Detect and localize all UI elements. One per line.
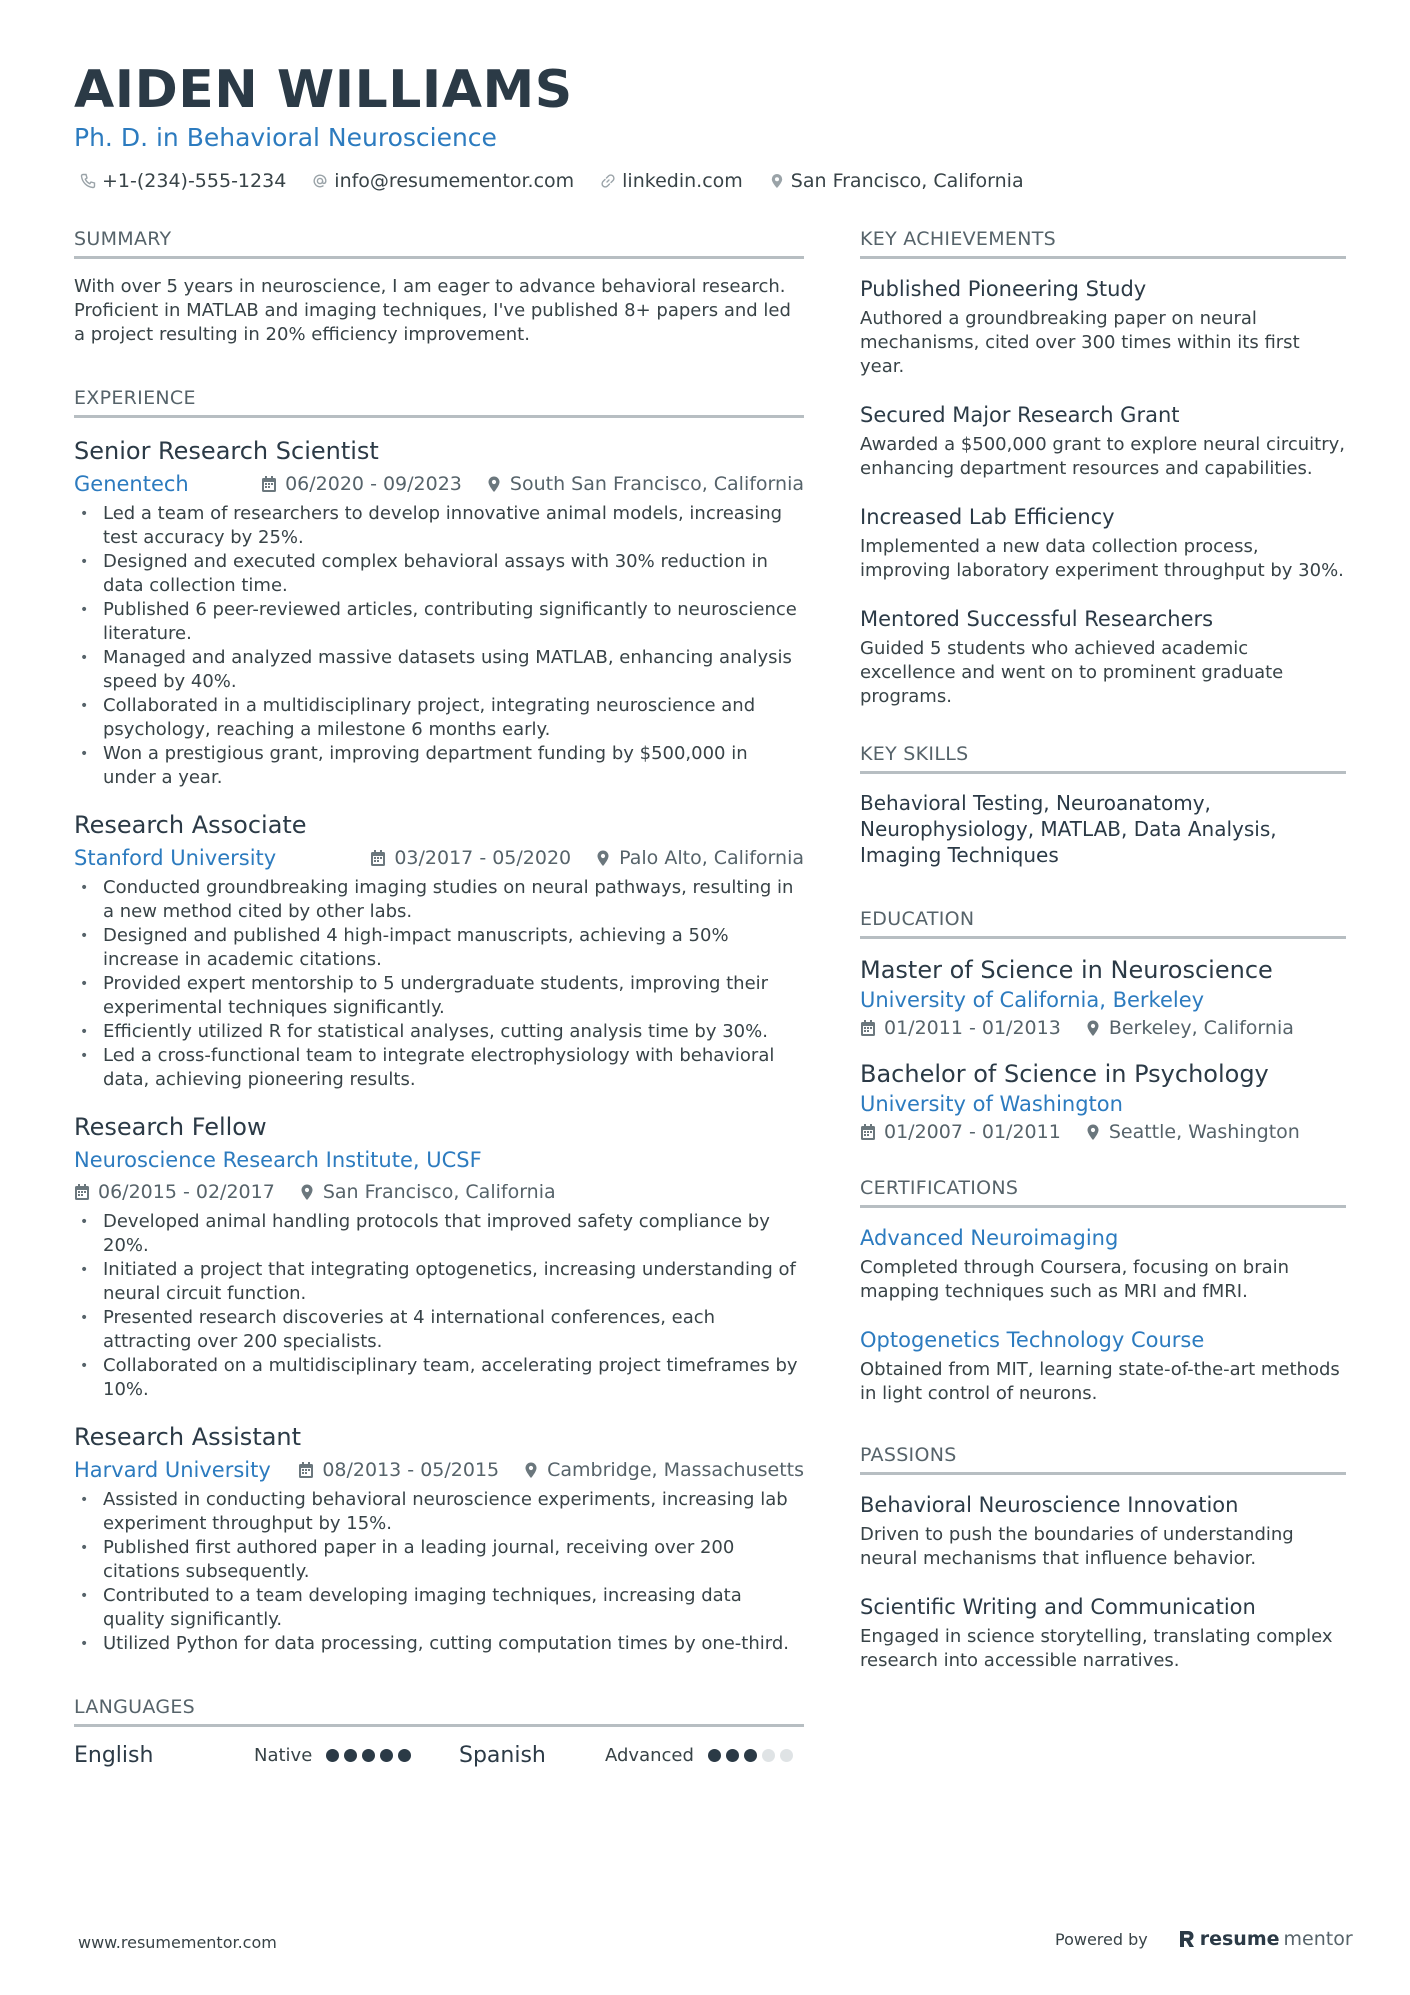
rating-dot-filled <box>708 1749 721 1762</box>
bullet-item: • Presented research discoveries at 4 international conferences, each attracting over 200 specialists. <box>74 1306 804 1354</box>
rating-dot-filled <box>344 1749 357 1762</box>
job-dates-text: 08/2013 - 05/2015 <box>322 1459 500 1481</box>
location-pin-icon <box>1085 1019 1101 1037</box>
language-name: English <box>74 1743 154 1768</box>
phone-icon <box>80 173 96 189</box>
job-title: Research Fellow <box>74 1113 267 1141</box>
job-entry <box>74 810 804 1092</box>
bullet-item: • Designed and executed complex behavioral assays with 30% reduction in data collection time. <box>74 550 804 598</box>
calendar-icon <box>860 1019 876 1037</box>
achievement-desc: Awarded a $500,000 grant to explore neural circuitry, enhancing department resources and capabilities. <box>860 434 1345 479</box>
powered-by-label: Powered by <box>1055 1929 1148 1949</box>
achievements-heading: KEY ACHIEVEMENTS <box>860 228 1346 259</box>
languages-heading: LANGUAGES <box>74 1696 804 1727</box>
passions-section <box>860 1444 1346 1673</box>
education-heading: EDUCATION <box>860 908 1346 939</box>
education-location <box>1085 1017 1294 1039</box>
job-title: Research Associate <box>74 811 307 839</box>
job-dates-text: 06/2015 - 02/2017 <box>98 1181 275 1203</box>
job-company: Harvard University <box>74 1458 271 1482</box>
achievement-item <box>860 503 1346 583</box>
language-rating <box>708 1749 793 1762</box>
achievement-desc: Implemented a new data collection process, improving laboratory experiment throughput by 30%. <box>860 536 1344 581</box>
email-text: info@resumementor.com <box>334 170 575 192</box>
skills-text: Behavioral Testing, Neuroanatomy, Neurophysiology, MATLAB, Data Analysis, Imaging Techniques <box>860 791 1277 867</box>
bullet-item: • Collaborated on a multidisciplinary team, accelerating project timeframes by 10%. <box>74 1354 804 1402</box>
education-item <box>860 1059 1346 1143</box>
summary-heading: SUMMARY <box>74 228 804 259</box>
calendar-icon <box>860 1123 876 1141</box>
bullet-item: • Utilized Python for data processing, cutting computation times by one-third. <box>74 1632 804 1656</box>
location-pin-icon <box>769 173 785 189</box>
job-bullets <box>74 876 804 1092</box>
job-entry <box>74 436 804 790</box>
job-bullets <box>74 1210 804 1402</box>
job-location <box>523 1456 804 1484</box>
job-title: Senior Research Scientist <box>74 437 379 465</box>
achievement-item <box>860 605 1346 709</box>
rating-dot-filled <box>326 1749 339 1762</box>
bullet-item: • Developed animal handling protocols that improved safety compliance by 20%. <box>74 1210 804 1258</box>
passion-item <box>860 1593 1346 1673</box>
bullet-item: • Contributed to a team developing imaging techniques, increasing data quality significantly. <box>74 1584 804 1632</box>
rating-dot-empty <box>762 1749 775 1762</box>
certification-desc: Obtained from MIT, learning state-of-the-art methods in light control of neurons. <box>860 1359 1340 1404</box>
bullet-item: • Conducted groundbreaking imaging studies on neural pathways, resulting in a new method cited by other labs. <box>74 876 804 924</box>
skills-section <box>860 743 1346 868</box>
contact-email[interactable] <box>312 170 574 192</box>
experience-section <box>74 387 804 1656</box>
bullet-item: • Provided expert mentorship to 5 undergraduate students, improving their experimental techniques significantly. <box>74 972 804 1020</box>
at-icon <box>312 173 328 189</box>
contact-linkedin[interactable] <box>600 170 743 192</box>
passion-title: Behavioral Neuroscience Innovation <box>860 1493 1239 1517</box>
achievement-desc: Authored a groundbreaking paper on neural mechanisms, cited over 300 times within its first year. <box>860 308 1300 377</box>
location-pin-icon <box>523 1461 539 1479</box>
education-meta <box>860 1017 1346 1039</box>
language-name: Spanish <box>459 1743 546 1768</box>
education-dates-text: 01/2007 - 01/2011 <box>884 1121 1061 1143</box>
passion-desc: Driven to push the boundaries of understanding neural mechanisms that influence behavior. <box>860 1524 1294 1569</box>
language-rating <box>326 1749 411 1762</box>
left-column <box>74 228 804 1768</box>
job-meta-group <box>298 1456 804 1484</box>
certification-desc: Completed through Coursera, focusing on brain mapping techniques such as MRI and fMRI. <box>860 1257 1290 1302</box>
job-location-text: Cambridge, Massachusetts <box>547 1459 804 1481</box>
rating-dot-filled <box>726 1749 739 1762</box>
job-entry <box>74 1422 804 1656</box>
education-degree: Bachelor of Science in Psychology <box>860 1060 1269 1088</box>
rating-dot-empty <box>780 1749 793 1762</box>
job-company: Neuroscience Research Institute, UCSF <box>74 1148 482 1172</box>
calendar-icon <box>261 475 277 493</box>
job-title: Research Assistant <box>74 1423 302 1451</box>
right-column <box>860 228 1346 1695</box>
achievement-title: Secured Major Research Grant <box>860 403 1180 427</box>
passion-desc: Engaged in science storytelling, translating complex research into accessible narratives. <box>860 1626 1333 1671</box>
summary-text: With over 5 years in neuroscience, I am eager to advance behavioral research. Proficient in MATLAB and imaging techniques, I've published 8+ papers and led a project resulting in 20% efficiency improvement. <box>74 276 791 345</box>
linkedin-text: linkedin.com <box>622 170 743 192</box>
brand-bold: resume <box>1199 1928 1280 1950</box>
calendar-icon <box>298 1461 314 1479</box>
bullet-item: • Efficiently utilized R for statistical analyses, cutting analysis time by 30%. <box>74 1020 804 1044</box>
education-dates <box>860 1121 1061 1143</box>
bullet-item: • Initiated a project that integrating optogenetics, increasing understanding of neural circuit function. <box>74 1258 804 1306</box>
job-location <box>595 844 804 872</box>
job-location-text: San Francisco, California <box>322 1181 556 1203</box>
job-meta <box>74 1146 804 1206</box>
certification-name: Advanced Neuroimaging <box>860 1226 1119 1250</box>
rating-dot-filled <box>744 1749 757 1762</box>
calendar-icon <box>370 849 386 867</box>
job-entry <box>74 1112 804 1402</box>
bullet-item: • Led a cross-functional team to integrate electrophysiology with behavioral data, achieving pioneering results. <box>74 1044 804 1092</box>
job-dates <box>298 1456 499 1484</box>
summary-section <box>74 228 804 347</box>
achievement-title: Mentored Successful Researchers <box>860 607 1214 631</box>
job-meta <box>74 844 804 872</box>
education-dates-text: 01/2011 - 01/2013 <box>884 1017 1061 1039</box>
job-meta-group <box>261 470 804 498</box>
education-location <box>1085 1121 1300 1143</box>
bullet-item: • Led a team of researchers to develop innovative animal models, increasing test accuracy by 25%. <box>74 502 804 550</box>
job-location-text: South San Francisco, California <box>509 473 804 495</box>
job-meta-group <box>74 1178 804 1206</box>
resumementor-logo-icon <box>1178 1929 1196 1949</box>
job-location <box>299 1178 556 1206</box>
job-location-text: Palo Alto, California <box>619 847 804 869</box>
education-item <box>860 955 1346 1039</box>
job-bullets <box>74 1488 804 1656</box>
rating-dot-filled <box>380 1749 393 1762</box>
link-icon <box>600 173 616 189</box>
education-school: University of Washington <box>860 1092 1123 1116</box>
bullet-item: • Managed and analyzed massive datasets using MATLAB, enhancing analysis speed by 40%. <box>74 646 804 694</box>
contact-phone[interactable] <box>80 170 286 192</box>
bullet-item: • Published first authored paper in a leading journal, receiving over 200 citations subsequently. <box>74 1536 804 1584</box>
job-company: Stanford University <box>74 846 277 870</box>
bullet-item: • Won a prestigious grant, improving department funding by $500,000 in under a year. <box>74 742 804 790</box>
achievement-title: Published Pioneering Study <box>860 277 1147 301</box>
achievement-title: Increased Lab Efficiency <box>860 505 1115 529</box>
location-text: San Francisco, California <box>790 170 1024 192</box>
certification-item <box>860 1224 1346 1304</box>
job-bullets <box>74 502 804 790</box>
education-location-text: Berkeley, California <box>1108 1017 1294 1039</box>
bullet-item: • Assisted in conducting behavioral neuroscience experiments, increasing lab experiment throughput by 15%. <box>74 1488 804 1536</box>
achievement-desc: Guided 5 students who achieved academic excellence and went on to prominent graduate programs. <box>860 638 1284 707</box>
job-meta-group <box>370 844 804 872</box>
certification-item <box>860 1326 1346 1406</box>
contact-bar <box>80 170 1024 192</box>
brand-light: mentor <box>1283 1928 1353 1950</box>
education-degree: Master of Science in Neuroscience <box>860 956 1273 984</box>
language-item <box>459 1743 793 1768</box>
location-pin-icon <box>486 475 502 493</box>
job-location <box>486 470 804 498</box>
education-dates <box>860 1017 1061 1039</box>
education-section <box>860 908 1346 1143</box>
certification-name: Optogenetics Technology Course <box>860 1328 1205 1352</box>
job-dates-text: 06/2020 - 09/2023 <box>285 473 462 495</box>
skills-heading: KEY SKILLS <box>860 743 1346 774</box>
experience-heading: EXPERIENCE <box>74 387 804 418</box>
bullet-item: • Designed and published 4 high-impact manuscripts, achieving a 50% increase in academic citations. <box>74 924 804 972</box>
job-meta <box>74 1456 804 1484</box>
phone-text: +1-(234)-555-1234 <box>102 170 287 192</box>
education-school: University of California, Berkeley <box>860 988 1205 1012</box>
brand-logo[interactable] <box>1178 1928 1353 1950</box>
certifications-heading: CERTIFICATIONS <box>860 1177 1346 1208</box>
rating-dot-filled <box>398 1749 411 1762</box>
language-level: Native <box>254 1745 313 1766</box>
bullet-item: • Published 6 peer-reviewed articles, contributing significantly to neuroscience literature. <box>74 598 804 646</box>
location-pin-icon <box>1085 1123 1101 1141</box>
passions-heading: PASSIONS <box>860 1444 1346 1475</box>
footer-brand <box>1055 1928 1353 1950</box>
job-dates-text: 03/2017 - 05/2020 <box>394 847 572 869</box>
passion-title: Scientific Writing and Communication <box>860 1595 1256 1619</box>
location-pin-icon <box>299 1183 315 1201</box>
job-dates <box>370 844 571 872</box>
language-item <box>74 1743 459 1768</box>
job-meta <box>74 470 804 498</box>
calendar-icon <box>74 1183 90 1201</box>
job-company: Genentech <box>74 472 189 496</box>
achievement-item <box>860 401 1346 481</box>
bullet-item: • Collaborated in a multidisciplinary project, integrating neuroscience and psychology, reaching a milestone 6 months early. <box>74 694 804 742</box>
languages-row <box>74 1743 804 1768</box>
achievement-item <box>860 275 1346 379</box>
footer-website[interactable]: www.resumementor.com <box>78 1933 277 1952</box>
education-meta <box>860 1121 1346 1143</box>
certifications-section <box>860 1177 1346 1406</box>
languages-section <box>74 1696 804 1768</box>
job-dates <box>261 470 462 498</box>
job-dates <box>74 1178 275 1206</box>
language-level: Advanced <box>605 1745 694 1766</box>
location-pin-icon <box>595 849 611 867</box>
contact-location <box>769 170 1024 192</box>
education-location-text: Seattle, Washington <box>1108 1121 1300 1143</box>
achievements-section <box>860 228 1346 709</box>
passion-item <box>860 1491 1346 1571</box>
rating-dot-filled <box>362 1749 375 1762</box>
candidate-title: Ph. D. in Behavioral Neuroscience <box>74 123 497 152</box>
candidate-name: AIDEN WILLIAMS <box>74 60 573 120</box>
